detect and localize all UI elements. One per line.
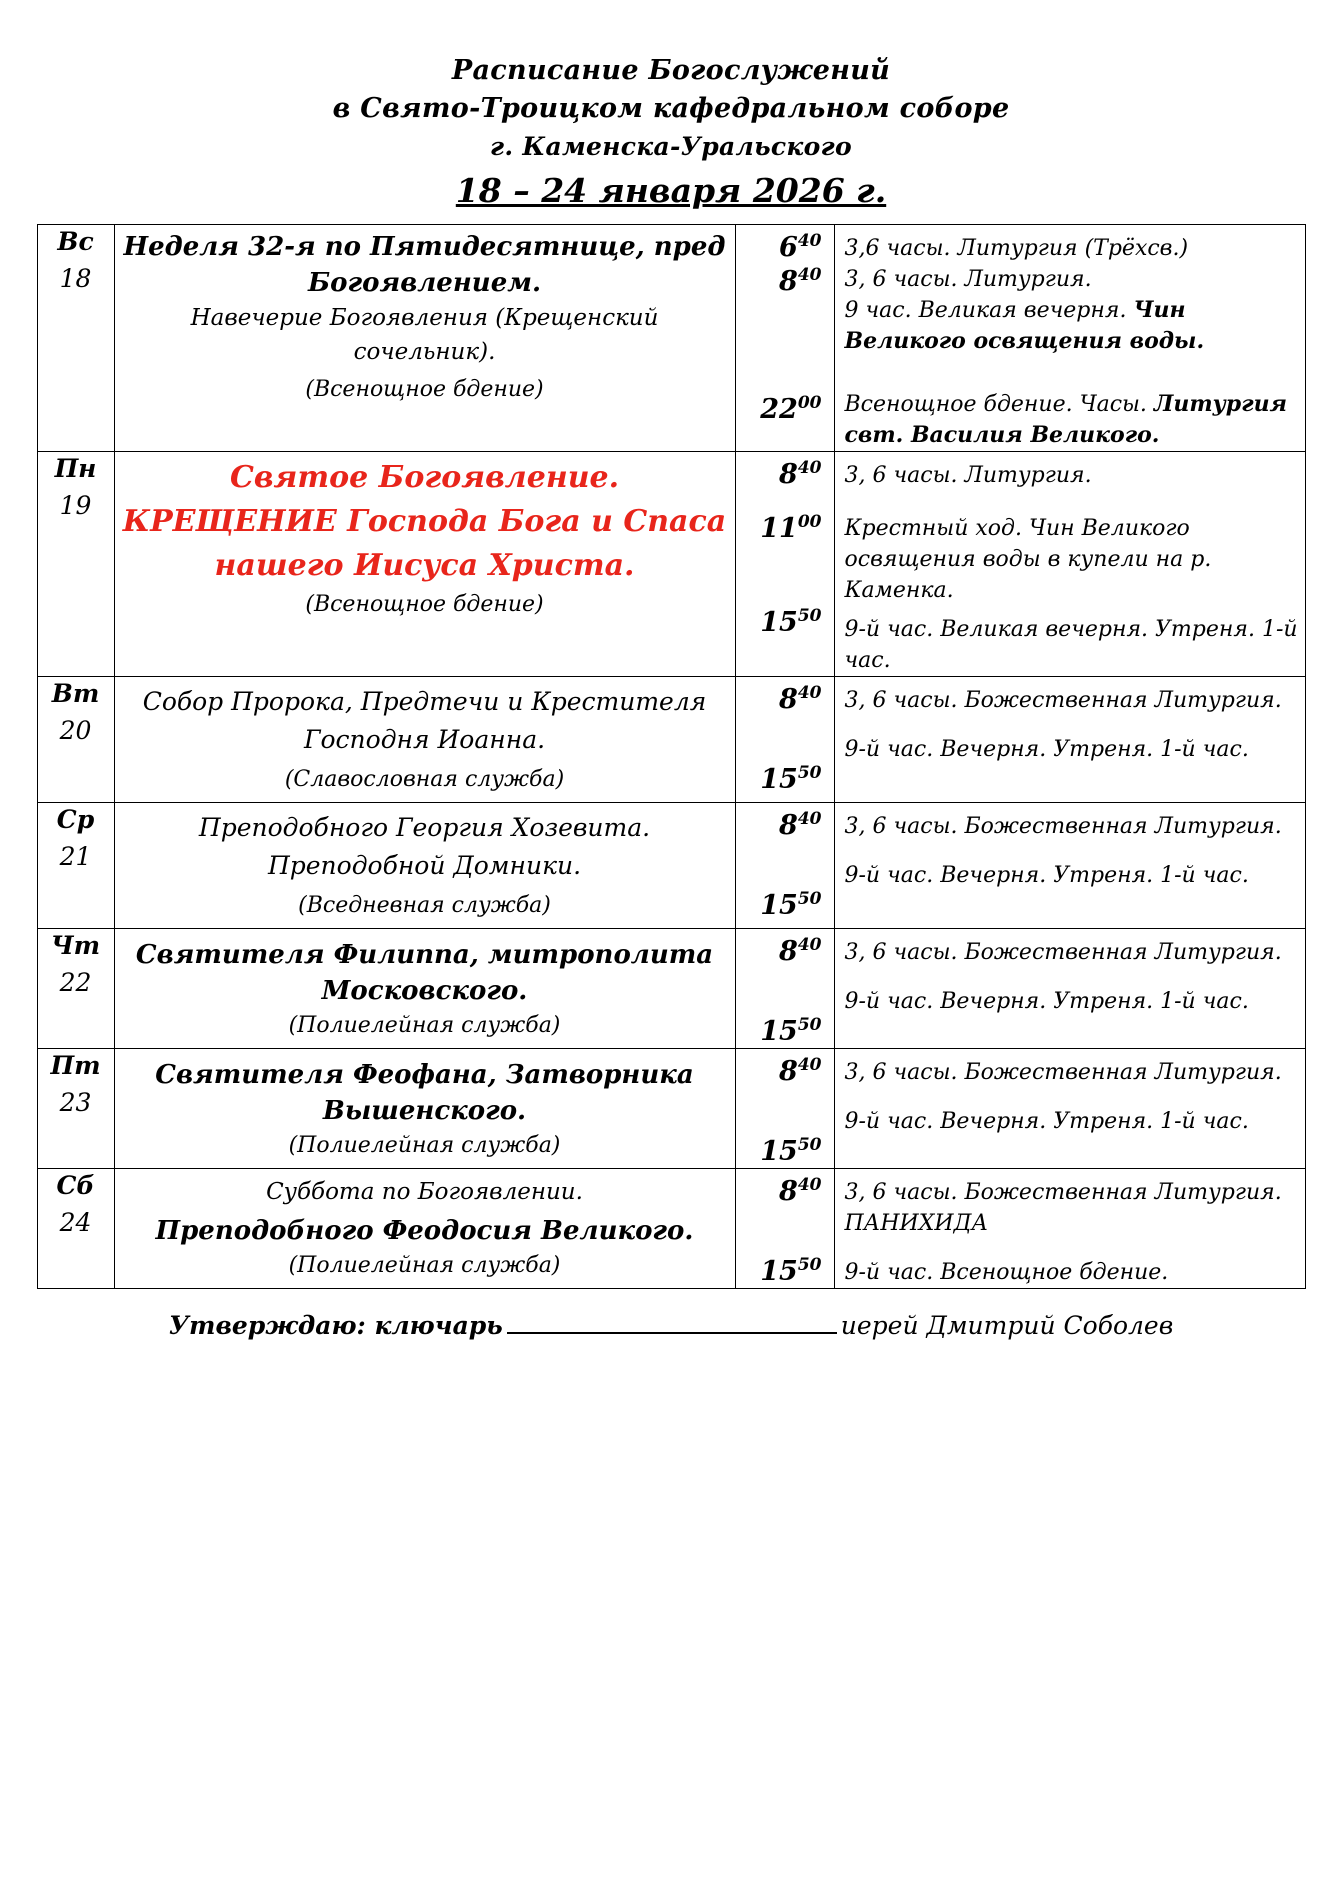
header-line-1: Расписание Богослужений: [451, 55, 891, 86]
service-description: 3, 6 часы. Литургия.: [844, 463, 1092, 488]
service-time: $8^{40}$: [779, 809, 822, 841]
schedule-table: [37, 224, 1306, 1289]
service-time: $15^{50}$: [760, 606, 822, 638]
document-footer: [36, 1311, 1306, 1340]
service-note: (Славословная служба): [284, 767, 565, 792]
table-row: [37, 929, 1305, 1049]
service-description: 3, 6 часы. Божественная Литургия.: [844, 688, 1282, 713]
day-abbr: Пт: [50, 1051, 101, 1080]
day-cell: [37, 452, 114, 677]
service-description: 3, 6 часы. Литургия.: [844, 267, 1092, 292]
feast-pretitle: Суббота по Богоявлении.: [266, 1179, 583, 1205]
day-number: 24: [59, 1208, 92, 1237]
service-description: Крестный ход. Чин Великого освящения воды в купели на р. Каменка.: [844, 516, 1212, 603]
day-cell: [37, 1049, 114, 1169]
service-time: $15^{50}$: [760, 1135, 822, 1167]
service-time: $8^{40}$: [779, 1175, 822, 1207]
description-cell: [834, 225, 1305, 452]
spacer: [835, 1239, 1305, 1257]
service-description: 3, 6 часы. Божественная Литургия.: [844, 814, 1282, 839]
title-cell: [114, 1049, 735, 1169]
times-cell: [735, 1169, 834, 1289]
title-cell: [114, 1169, 735, 1289]
spacer: [736, 715, 834, 763]
document-header: [36, 52, 1306, 214]
title-cell: [114, 452, 735, 677]
times-cell: [735, 677, 834, 803]
spacer: [835, 606, 1305, 614]
service-time: $8^{40}$: [779, 935, 822, 967]
day-cell: [37, 677, 114, 803]
feast-title: Святителя Феофана, Затворника Вышенского.: [155, 1060, 694, 1126]
day-abbr: Вт: [51, 679, 100, 708]
spacer: [835, 491, 1305, 513]
spacer: [736, 297, 834, 393]
signature-line: [507, 1312, 837, 1334]
description-cell: [834, 677, 1305, 803]
header-line-3: г. Каменска-Уральского: [490, 132, 852, 161]
title-cell: [114, 929, 735, 1049]
times-cell: [735, 803, 834, 929]
day-abbr: Чт: [50, 931, 101, 960]
day-abbr: Пн: [54, 454, 97, 483]
spacer: [835, 716, 1305, 734]
day-number: 21: [59, 842, 92, 871]
day-cell: [37, 803, 114, 929]
service-note: (Полиелейная служба): [288, 1133, 561, 1158]
table-row: [37, 452, 1305, 677]
day-abbr: Сб: [56, 1171, 95, 1200]
spacer: [736, 490, 834, 512]
feast-title: Преподобного Феодосия Великого.: [155, 1216, 694, 1246]
service-note: (Полиелейная служба): [288, 1253, 561, 1278]
service-time: $8^{40}$: [779, 458, 822, 490]
service-description: 9-й час. Вечерня. Утреня. 1-й час.: [844, 989, 1249, 1014]
service-description: 9-й час. Всенощное бдение.: [844, 1260, 1169, 1285]
service-time: $15^{50}$: [760, 1255, 822, 1287]
service-description: 9-й час. Вечерня. Утреня. 1-й час.: [844, 863, 1249, 888]
feast-title: Преподобного Георгия Хозевита. Преподобной Домники.: [198, 813, 651, 880]
service-note: (Полиелейная служба): [288, 1013, 561, 1038]
spacer: [835, 842, 1305, 860]
service-description: 3, 6 часы. Божественная Литургия.: [844, 1060, 1282, 1085]
day-cell: [37, 1169, 114, 1289]
header-line-2: в Свято-Троицком кафедральном соборе: [332, 93, 1010, 124]
table-row: [37, 225, 1305, 452]
title-cell: [114, 225, 735, 452]
service-time: $8^{40}$: [779, 683, 822, 715]
day-number: 18: [59, 264, 92, 293]
approval-label: Утверждаю: ключарь: [168, 1311, 503, 1340]
service-note: (Всенощное бдение): [305, 592, 544, 617]
day-number: 22: [59, 968, 92, 997]
description-cell: [834, 803, 1305, 929]
feast-subtitle: Навечерие Богоявления (Крещенский сочельник).: [190, 305, 659, 365]
service-time: $15^{50}$: [760, 1015, 822, 1047]
header-date-range: 18 – 24 января 2026 г.: [455, 171, 887, 210]
service-time: $22^{00}$: [760, 393, 822, 425]
service-description: 9 час. Великая вечерня. Чин Великого освящения воды.: [844, 297, 1205, 354]
signatory-name: иерей Дмитрий Соболев: [840, 1311, 1174, 1340]
service-description: 9-й час. Вечерня. Утреня. 1-й час.: [844, 1109, 1249, 1134]
spacer: [835, 968, 1305, 986]
feast-title: Святое Богоявление. КРЕЩЕНИЕ Господа Бога и Спаса нашего Иисуса Христа.: [122, 460, 727, 583]
service-time: $8^{40}$: [779, 265, 822, 297]
spacer: [835, 357, 1305, 389]
service-time: $15^{50}$: [760, 889, 822, 921]
spacer: [736, 1207, 834, 1255]
table-row: [37, 1049, 1305, 1169]
description-cell: [834, 929, 1305, 1049]
day-number: 19: [59, 491, 92, 520]
spacer: [736, 967, 834, 1015]
spacer: [736, 544, 834, 606]
day-cell: [37, 929, 114, 1049]
feast-title: Собор Пророка, Предтечи и Крестителя Господня Иоанна.: [142, 687, 707, 754]
day-cell: [37, 225, 114, 452]
service-time: $8^{40}$: [779, 1055, 822, 1087]
title-cell: [114, 677, 735, 803]
table-row: [37, 803, 1305, 929]
spacer: [736, 1087, 834, 1135]
service-description: 3,6 часы. Литургия (Трёхсв.): [844, 236, 1189, 261]
service-description: 3, 6 часы. Божественная Литургия.: [844, 940, 1282, 965]
day-number: 20: [59, 716, 92, 745]
spacer: [835, 1088, 1305, 1106]
service-description: 9-й час. Вечерня. Утреня. 1-й час.: [844, 737, 1249, 762]
day-abbr: Вс: [57, 227, 94, 256]
service-description: Всенощное бдение. Часы. Литургия свт. Василия Великого.: [844, 391, 1288, 448]
times-cell: [735, 452, 834, 677]
table-row: [37, 1169, 1305, 1289]
title-cell: [114, 803, 735, 929]
service-note: (Вседневная служба): [298, 893, 551, 918]
description-cell: [834, 452, 1305, 677]
feast-title: Неделя 32-я по Пятидесятнице, пред Богоявлением.: [123, 232, 726, 298]
spacer: [736, 841, 834, 889]
service-time: $11^{00}$: [760, 512, 822, 544]
service-note: (Всенощное бдение): [305, 377, 544, 402]
times-cell: [735, 1049, 834, 1169]
day-number: 23: [59, 1088, 92, 1117]
times-cell: [735, 225, 834, 452]
service-time: $15^{50}$: [760, 763, 822, 795]
times-cell: [735, 929, 834, 1049]
description-cell: [834, 1049, 1305, 1169]
service-time: $6^{40}$: [779, 231, 822, 263]
table-row: [37, 677, 1305, 803]
description-cell: [834, 1169, 1305, 1289]
day-abbr: Ср: [56, 805, 95, 834]
service-description: 3, 6 часы. Божественная Литургия. ПАНИХИДА: [844, 1180, 1282, 1236]
service-description: 9-й час. Великая вечерня. Утреня. 1-й час.: [844, 617, 1298, 673]
feast-title: Святителя Филиппа, митрополита Московского.: [135, 940, 714, 1006]
